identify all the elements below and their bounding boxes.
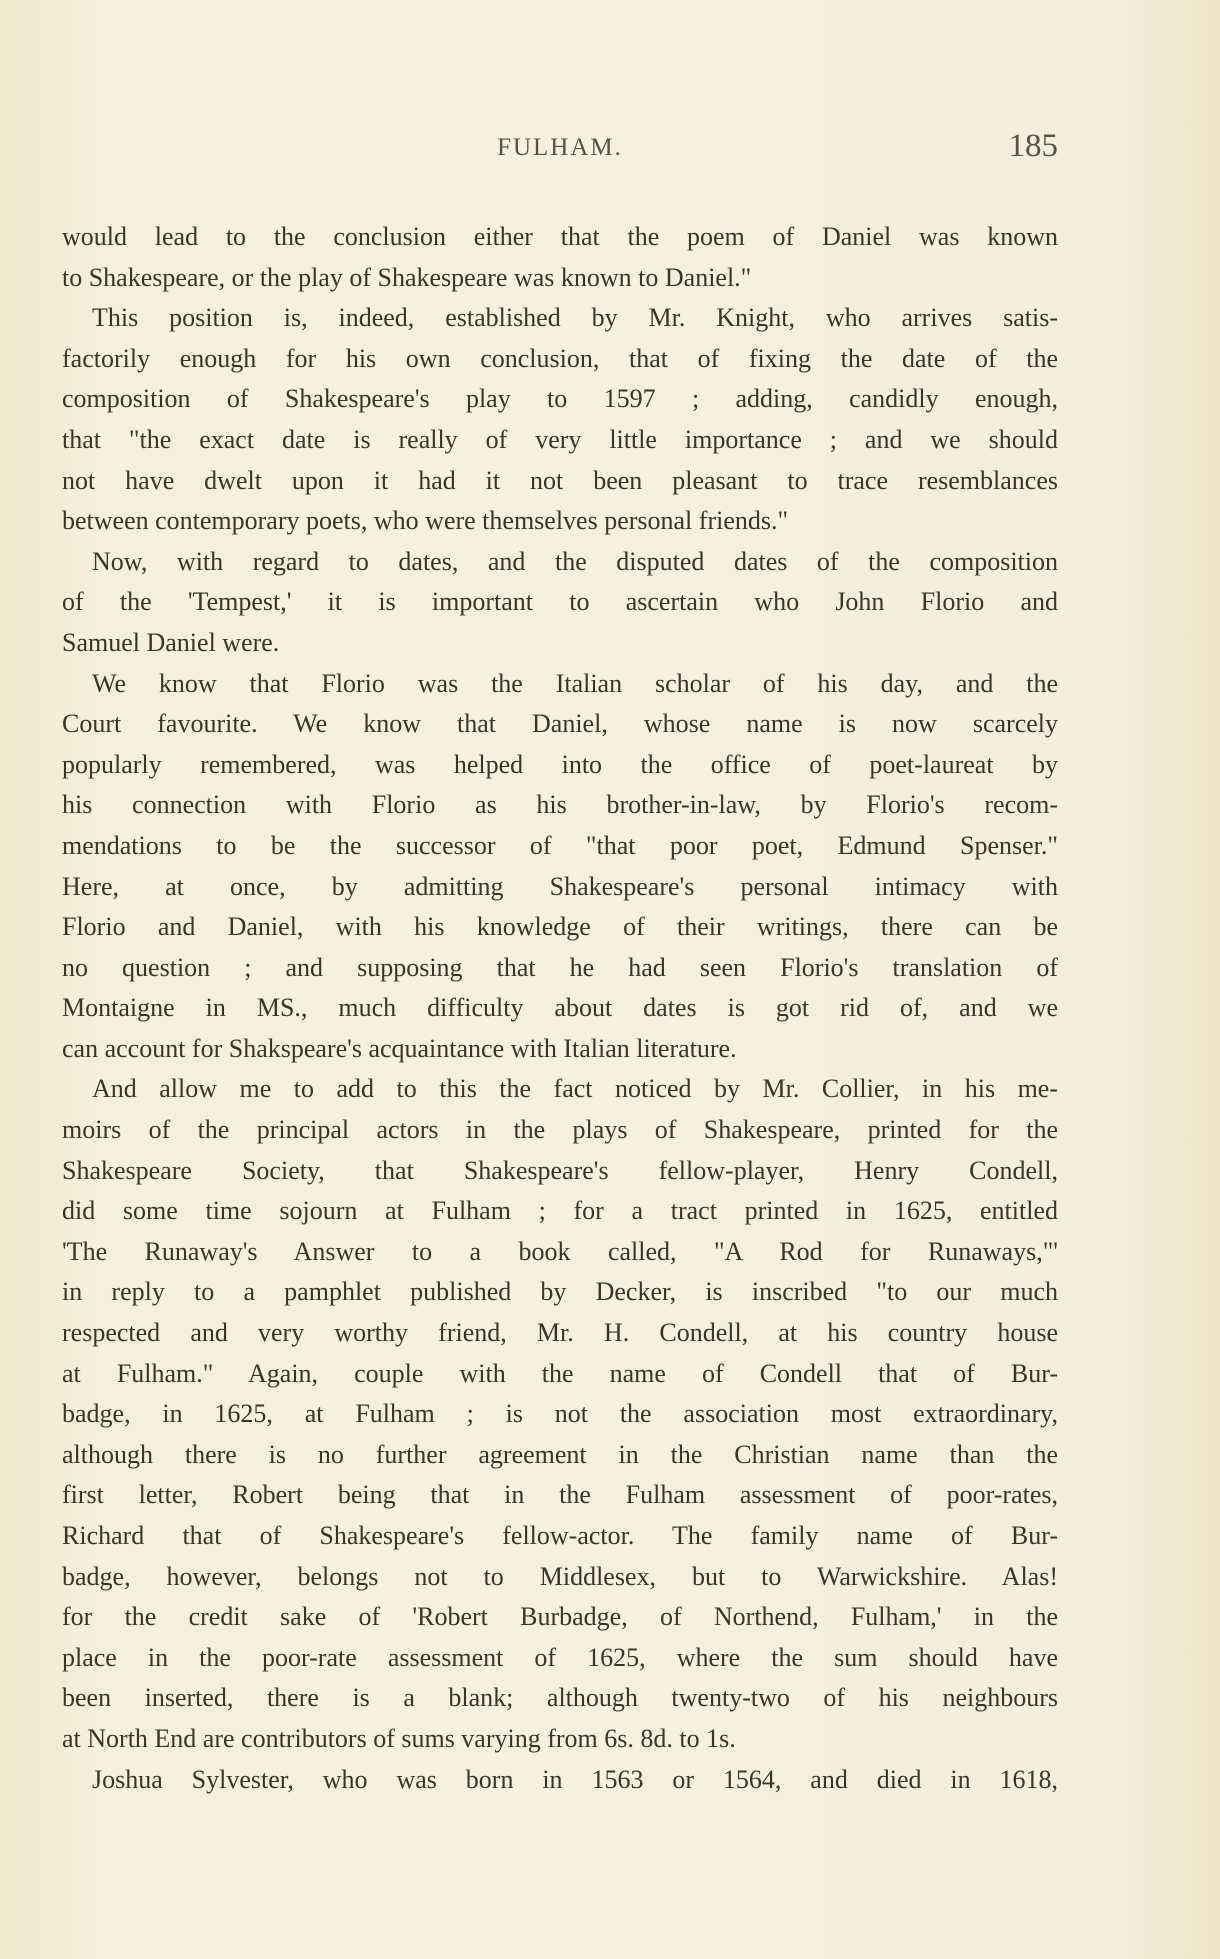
text-line: between contemporary poets, who were themselves personal friends."	[62, 506, 789, 536]
text-line: that "the exact date is really of very little importance ; and we should	[62, 424, 1058, 454]
text-line: We know that Florio was the Italian scholar of his day, and the	[92, 668, 1058, 698]
text-line: although there is no further agreement in the Christian name than the	[62, 1439, 1058, 1469]
text-line: for the credit sake of 'Robert Burbadge, of Northend, Fulham,' in the	[62, 1602, 1058, 1632]
text-line: first letter, Robert being that in the Fulham assessment of poor-rates,	[62, 1480, 1058, 1510]
text-line: mendations to be the successor of "that poor poet, Edmund Spenser."	[62, 830, 1058, 860]
page-number: 185	[1008, 128, 1058, 164]
text-line: no question ; and supposing that he had seen Florio's translation of	[62, 952, 1058, 982]
text-line: would lead to the conclusion either that the poem of Daniel was known	[62, 222, 1058, 251]
text-line: moirs of the principal actors in the plays of Shakespeare, printed for the	[62, 1115, 1058, 1145]
text-line: to Shakespeare, or the play of Shakespeare was known to Daniel."	[62, 262, 752, 292]
text-line: badge, however, belongs not to Middlesex, but to Warwickshire. Alas!	[62, 1561, 1058, 1591]
running-head	[62, 128, 1058, 172]
text-line: Richard that of Shakespeare's fellow-actor. The family name of Bur-	[62, 1521, 1058, 1550]
text-line: Shakespeare Society, that Shakespeare's fellow-player, Henry Condell,	[62, 1155, 1058, 1185]
text-line: Samuel Daniel were.	[62, 627, 280, 657]
text-line: Now, with regard to dates, and the disputed dates of the composition	[92, 546, 1058, 576]
text-line: Joshua Sylvester, who was born in 1563 or 1564, and died in 1618,	[92, 1764, 1058, 1794]
text-line: 'The Runaway's Answer to a book called, "A Rod for Runaways,"'	[62, 1236, 1058, 1266]
running-title: FULHAM.	[497, 134, 623, 161]
text-line: Florio and Daniel, with his knowledge of their writings, there can be	[62, 912, 1058, 942]
text-line: in reply to a pamphlet published by Decker, is inscribed "to our much	[62, 1277, 1058, 1307]
text-line: badge, in 1625, at Fulham ; is not the association most extraordinary,	[62, 1399, 1058, 1429]
text-line: respected and very worthy friend, Mr. H. Condell, at his country house	[62, 1318, 1058, 1348]
text-line: And allow me to add to this the fact noticed by Mr. Collier, in his me-	[92, 1074, 1058, 1104]
text-line: at Fulham." Again, couple with the name of Condell that of Bur-	[62, 1358, 1058, 1388]
text-line: of the 'Tempest,' it is important to ascertain who John Florio and	[62, 587, 1058, 617]
text-line: place in the poor-rate assessment of 1625, where the sum should have	[62, 1642, 1058, 1672]
text-line: Montaigne in MS., much difficulty about dates is got rid of, and we	[62, 993, 1058, 1023]
text-line: popularly remembered, was helped into the office of poet-laureat by	[62, 749, 1058, 779]
text-line: Court favourite. We know that Daniel, whose name is now scarcely	[62, 709, 1058, 739]
text-line: can account for Shakspeare's acquaintance with Italian literature.	[62, 1033, 737, 1063]
text-line: at North End are contributors of sums varying from 6s. 8d. to 1s.	[62, 1723, 736, 1753]
text-line: did some time sojourn at Fulham ; for a tract printed in 1625, entitled	[62, 1196, 1058, 1226]
text-line: factorily enough for his own conclusion, that of fixing the date of the	[62, 343, 1058, 373]
body-text	[62, 217, 1058, 1800]
text-line: been inserted, there is a blank; although twenty-two of his neighbours	[62, 1683, 1058, 1713]
text-line: not have dwelt upon it had it not been pleasant to trace resemblances	[62, 465, 1058, 495]
text-line: This position is, indeed, established by Mr. Knight, who arrives satis-	[92, 303, 1058, 333]
text-line: Here, at once, by admitting Shakespeare's personal intimacy with	[62, 871, 1058, 901]
text-line: composition of Shakespeare's play to 1597 ; adding, candidly enough,	[62, 384, 1058, 414]
text-line: his connection with Florio as his brother-in-law, by Florio's recom-	[62, 790, 1058, 820]
